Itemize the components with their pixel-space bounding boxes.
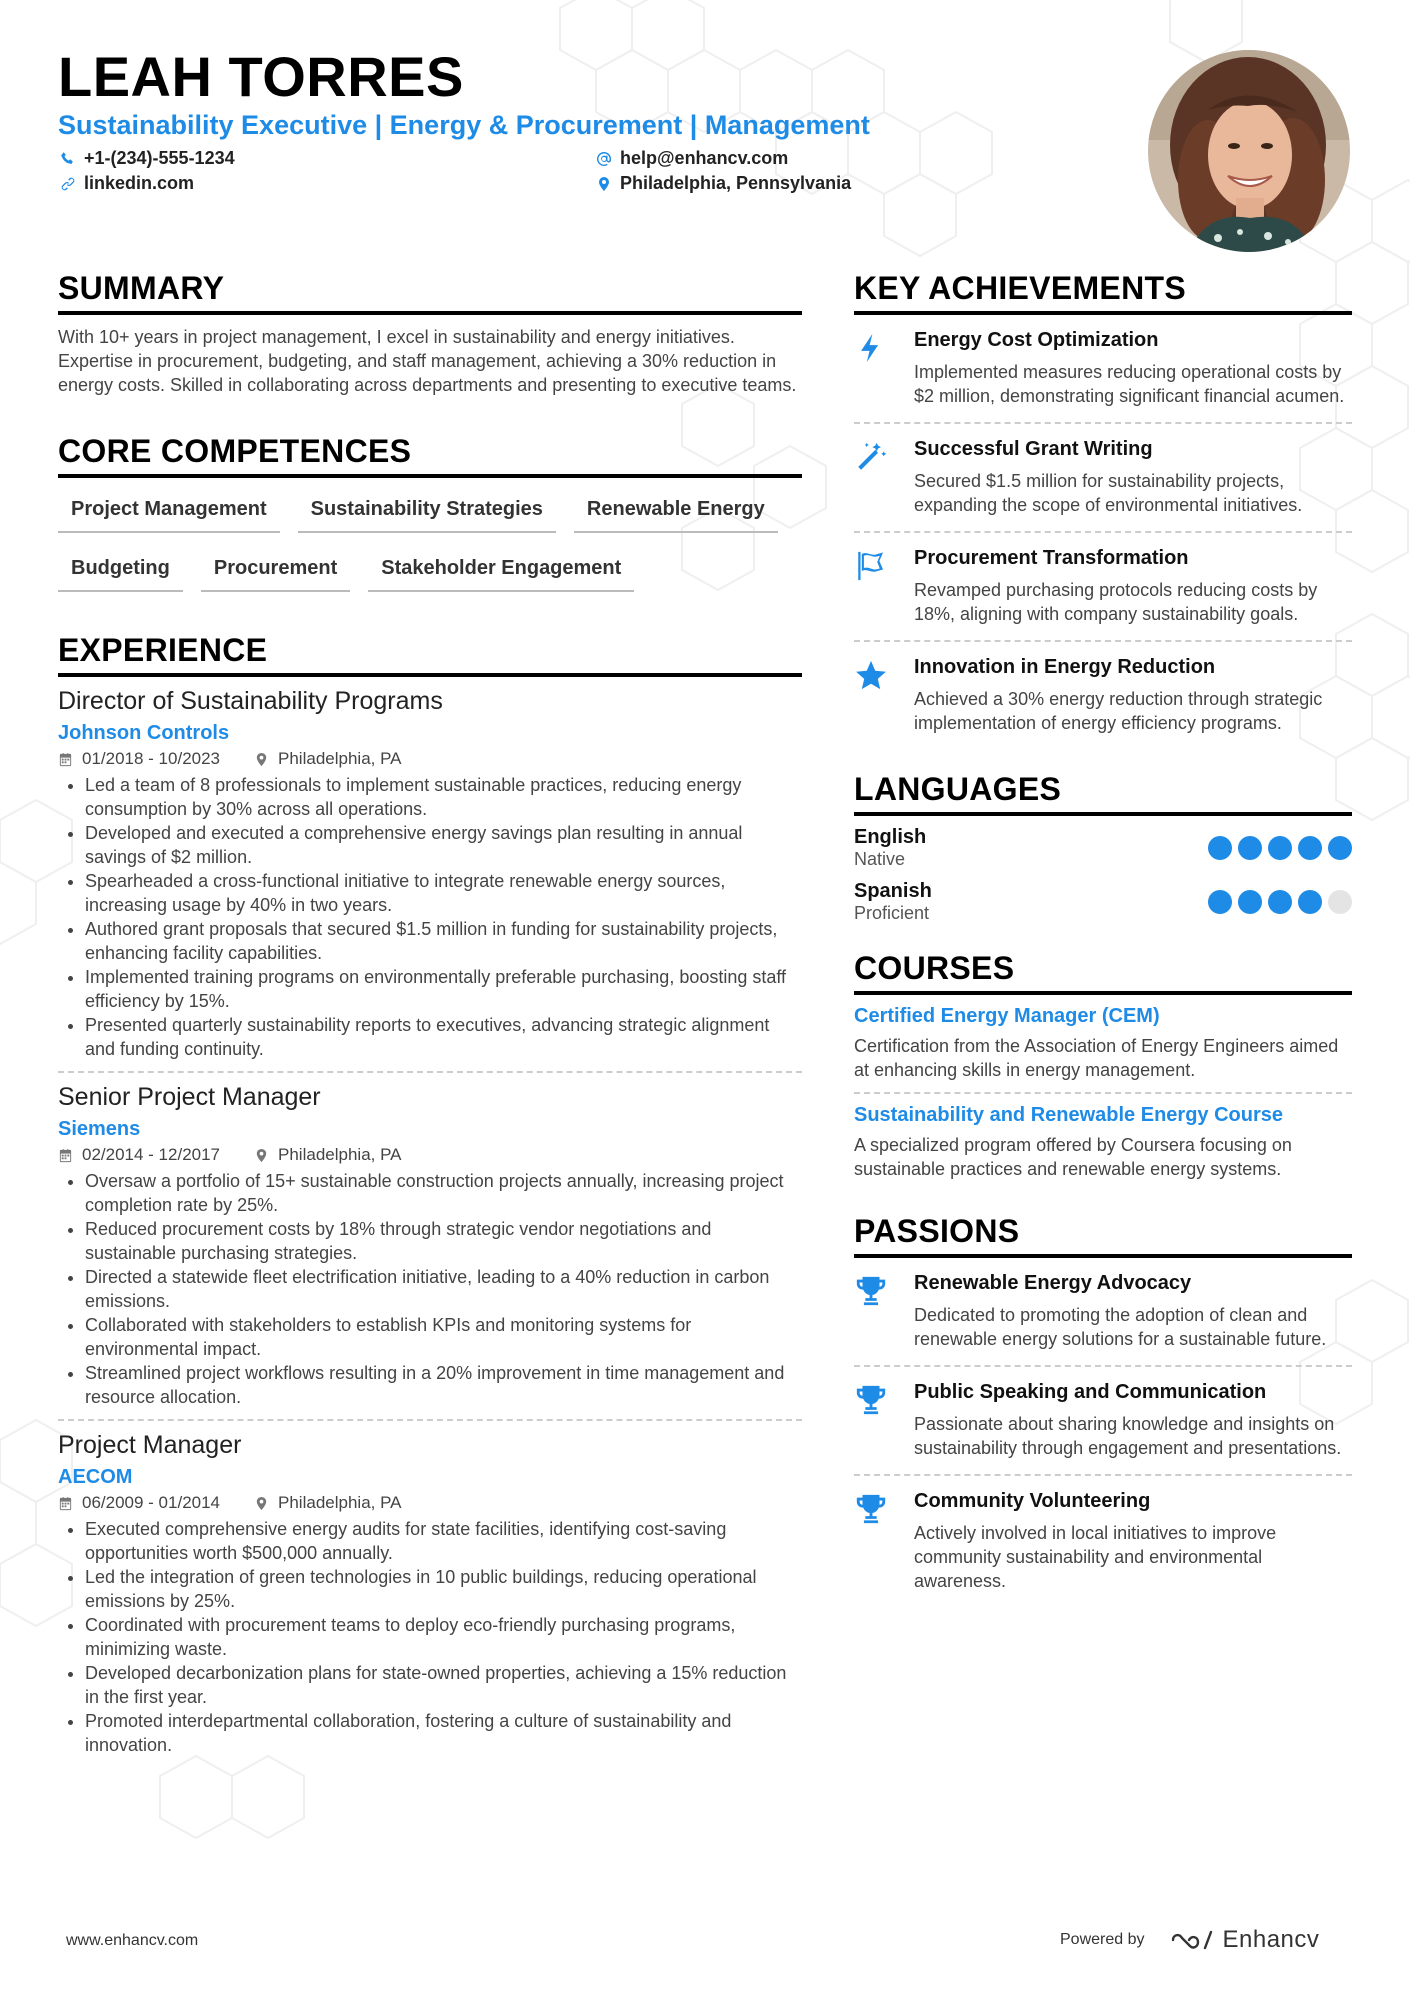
passion-item [854, 1258, 1352, 1367]
footer-branding [1060, 1926, 1319, 1954]
passion-text: Passionate about sharing knowledge and insights on sustainability through engagement and presentations. [914, 1414, 1342, 1458]
job-meta [58, 1493, 802, 1513]
email-contact [596, 148, 788, 169]
language-name: English [854, 826, 927, 848]
job-bullet: • Executed comprehensive energy audits for state facilities, identifying cost-saving opportunities worth $500,000 annually. [85, 1517, 802, 1565]
job-bullet: • Reduced procurement costs by 18% through strategic vendor negotiations and sustainable purchasing strategies. [85, 1217, 802, 1265]
company-name: AECOM [58, 1466, 133, 1488]
achievement-text: Implemented measures reducing operational costs by $2 million, demonstrating significant financial acumen. [914, 362, 1345, 406]
passion-text: Actively involved in local initiatives to improve community sustainability and environmental awareness. [914, 1523, 1277, 1591]
linkedin-contact [60, 173, 194, 194]
summary-text: With 10+ years in project management, I excel in sustainability and energy initiatives. Expertise in procurement, budgeting, and staff management, achieving a 30% reduction in energy costs. Skilled in collaborating across departments and presenting to executive teams. [58, 327, 797, 395]
rating-dot-filled [1268, 890, 1292, 914]
job-entry [58, 1421, 802, 1767]
profile-photo [1148, 50, 1350, 252]
map-pin-icon [596, 176, 612, 192]
phone-contact [60, 148, 235, 169]
job-bullets [58, 1517, 802, 1757]
email-text[interactable]: help@enhancv.com [620, 148, 789, 168]
rating-dot-empty [1328, 890, 1352, 914]
language-rating [1202, 836, 1352, 860]
competences-heading: CORE COMPETENCES [58, 433, 802, 478]
language-level: Native [854, 849, 906, 869]
passion-item [854, 1367, 1352, 1476]
at-sign-icon [596, 151, 612, 167]
candidate-title: Sustainability Executive | Energy & Procurement | Management [58, 110, 870, 140]
magic-wand-icon [854, 440, 888, 474]
location-text: Philadelphia, Pennsylvania [620, 173, 852, 193]
job-location: Philadelphia, PA [278, 1493, 402, 1512]
job-bullets [58, 1169, 802, 1409]
candidate-name: LEAH TORRES [58, 45, 464, 108]
achievement-title: Innovation in Energy Reduction [914, 656, 1216, 678]
flag-icon [854, 549, 888, 583]
summary-heading: SUMMARY [58, 270, 802, 315]
course-text: A specialized program offered by Coursera focusing on sustainable practices and renewable energy systems. [854, 1135, 1292, 1179]
job-bullet: • Led the integration of green technologies in 10 public buildings, reducing operational emissions by 25%. [85, 1565, 802, 1613]
map-pin-icon [254, 1496, 269, 1511]
courses-heading: COURSES [854, 950, 1352, 995]
achievement-text: Secured $1.5 million for sustainability projects, expanding the scope of environmental initiatives. [914, 471, 1303, 515]
job-title: Director of Sustainability Programs [58, 687, 443, 715]
rating-dot-filled [1238, 836, 1262, 860]
passion-item [854, 1476, 1352, 1607]
language-item [854, 826, 1352, 870]
rating-dot-filled [1298, 836, 1322, 860]
achievement-text: Revamped purchasing protocols reducing costs by 18%, aligning with company sustainability goals. [914, 580, 1318, 624]
language-name: Spanish [854, 880, 932, 902]
competence-tag: Stakeholder Engagement [368, 551, 634, 592]
rating-dot-filled [1208, 890, 1232, 914]
language-item [854, 880, 1352, 924]
linkedin-text[interactable]: linkedin.com [84, 173, 195, 193]
language-rating [1202, 890, 1352, 914]
course-item [854, 1094, 1352, 1191]
job-bullet: • Led a team of 8 professionals to implement sustainable practices, reducing energy consumption by 30% across all operations. [85, 773, 802, 821]
job-dates: 01/2018 - 10/2023 [82, 749, 221, 768]
competence-tag: Sustainability Strategies [298, 492, 556, 533]
location-contact [596, 173, 851, 194]
job-location: Philadelphia, PA [278, 1145, 402, 1164]
job-location: Philadelphia, PA [278, 749, 402, 768]
achievement-item [854, 315, 1352, 424]
job-bullet: • Spearheaded a cross-functional initiative to integrate renewable energy sources, increasing usage by 40% in two years. [85, 869, 802, 917]
trophy-icon [854, 1383, 888, 1417]
languages-heading: LANGUAGES [854, 771, 1352, 816]
competence-tag: Procurement [201, 551, 350, 592]
passion-text: Dedicated to promoting the adoption of clean and renewable energy solutions for a sustainable future. [914, 1305, 1327, 1349]
brand-name[interactable]: Enhancv [1222, 1926, 1320, 1953]
job-title: Project Manager [58, 1431, 242, 1459]
job-bullets [58, 773, 802, 1061]
job-bullet: • Coordinated with procurement teams to deploy eco-friendly purchasing programs, minimizing waste. [85, 1613, 802, 1661]
experience-heading: EXPERIENCE [58, 632, 802, 677]
job-dates: 06/2009 - 01/2014 [82, 1493, 221, 1512]
course-text: Certification from the Association of Energy Engineers aimed at enhancing skills in energy management. [854, 1036, 1339, 1080]
job-meta [58, 1145, 802, 1165]
course-title: Certified Energy Manager (CEM) [854, 1005, 1160, 1027]
passion-title: Public Speaking and Communication [914, 1381, 1267, 1403]
passion-title: Renewable Energy Advocacy [914, 1272, 1192, 1294]
calendar-icon [58, 1496, 73, 1511]
star-icon [854, 658, 888, 692]
calendar-icon [58, 752, 73, 767]
lightning-bolt-icon [854, 331, 888, 365]
achievement-title: Procurement Transformation [914, 547, 1189, 569]
achievement-title: Successful Grant Writing [914, 438, 1153, 460]
job-bullet: • Collaborated with stakeholders to establish KPIs and monitoring systems for environmental impact. [85, 1313, 802, 1361]
phone-text[interactable]: +1-(234)-555-1234 [84, 148, 235, 168]
course-item [854, 995, 1352, 1094]
phone-icon [60, 151, 76, 167]
job-dates: 02/2014 - 12/2017 [82, 1145, 221, 1164]
enhancv-logo-icon [1169, 1928, 1215, 1952]
trophy-icon [854, 1492, 888, 1526]
rating-dot-filled [1328, 836, 1352, 860]
rating-dot-filled [1298, 890, 1322, 914]
competence-tag: Project Management [58, 492, 280, 533]
company-name: Siemens [58, 1118, 141, 1140]
rating-dot-filled [1268, 836, 1292, 860]
left-column [58, 270, 802, 1767]
course-title: Sustainability and Renewable Energy Course [854, 1104, 1284, 1126]
calendar-icon [58, 1148, 73, 1163]
job-bullet: • Streamlined project workflows resulting in a 20% improvement in time management and resource allocation. [85, 1361, 802, 1409]
job-bullet: • Oversaw a portfolio of 15+ sustainable construction projects annually, increasing project completion rate by 25%. [85, 1169, 802, 1217]
job-bullet: • Promoted interdepartmental collaboration, fostering a culture of sustainability and innovation. [85, 1709, 802, 1757]
language-level: Proficient [854, 903, 930, 923]
competences-list [58, 492, 802, 610]
job-bullet: • Presented quarterly sustainability reports to executives, advancing strategic alignment and funding continuity. [85, 1013, 802, 1061]
job-title: Senior Project Manager [58, 1083, 321, 1111]
achievement-item [854, 424, 1352, 533]
footer-website[interactable]: www.enhancv.com [66, 1932, 199, 1949]
job-entry [58, 1073, 802, 1421]
competence-tag: Renewable Energy [574, 492, 778, 533]
job-bullet: • Implemented training programs on environmentally preferable purchasing, boosting staff efficiency by 15%. [85, 965, 802, 1013]
company-name: Johnson Controls [58, 722, 230, 744]
achievement-item [854, 533, 1352, 642]
passion-title: Community Volunteering [914, 1490, 1151, 1512]
passions-heading: PASSIONS [854, 1213, 1352, 1258]
job-bullet: • Developed and executed a comprehensive energy savings plan resulting in annual savings of $2 million. [85, 821, 802, 869]
competence-tag: Budgeting [58, 551, 183, 592]
rating-dot-filled [1238, 890, 1262, 914]
achievement-text: Achieved a 30% energy reduction through strategic implementation of energy efficiency programs. [914, 689, 1323, 733]
job-entry [58, 677, 802, 1073]
job-bullet: • Authored grant proposals that secured $1.5 million in funding for sustainability projects, enhancing facility capabilities. [85, 917, 802, 965]
job-meta [58, 749, 802, 769]
job-bullet: • Developed decarbonization plans for state-owned properties, achieving a 15% reduction in the first year. [85, 1661, 802, 1709]
link-icon [60, 176, 76, 192]
right-column [854, 270, 1352, 1607]
achievement-title: Energy Cost Optimization [914, 329, 1159, 351]
job-bullet: • Directed a statewide fleet electrification initiative, leading to a 40% reduction in carbon emissions. [85, 1265, 802, 1313]
map-pin-icon [254, 752, 269, 767]
trophy-icon [854, 1274, 888, 1308]
map-pin-icon [254, 1148, 269, 1163]
achievement-item [854, 642, 1352, 749]
powered-by-text: Powered by [1060, 1931, 1145, 1948]
rating-dot-filled [1208, 836, 1232, 860]
achievements-heading: KEY ACHIEVEMENTS [854, 270, 1352, 315]
